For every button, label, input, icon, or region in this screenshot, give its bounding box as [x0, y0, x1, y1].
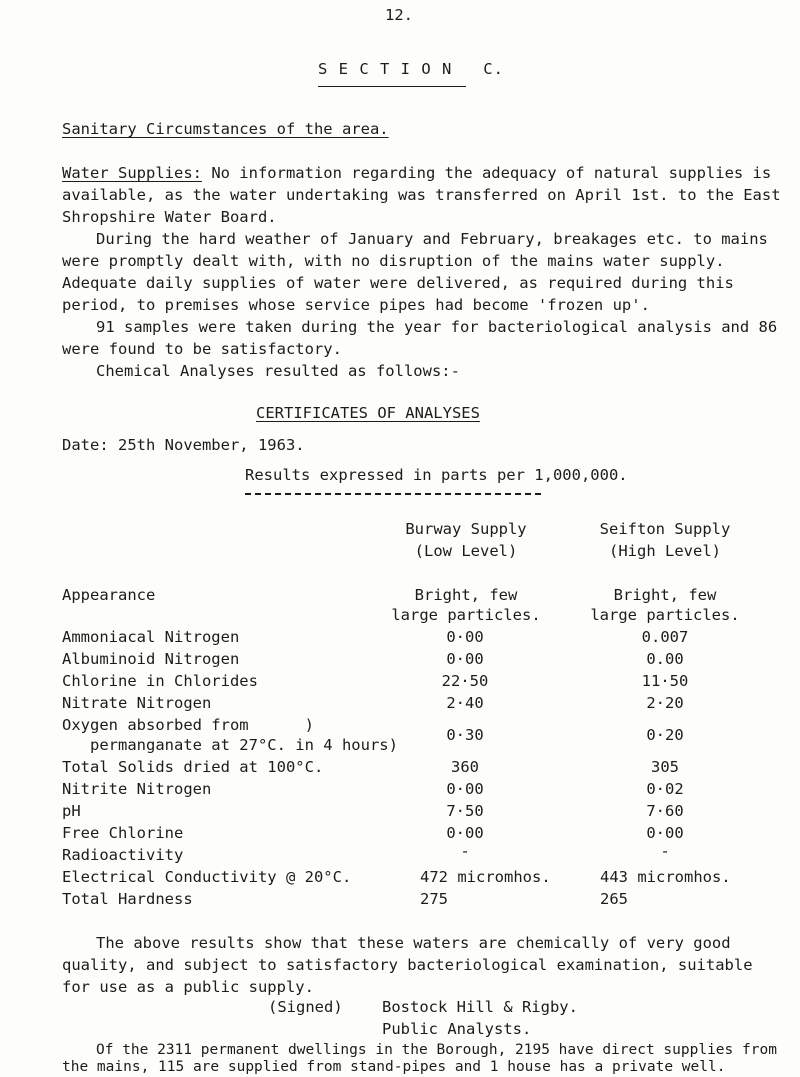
table-row-seifton: 443 micromhos. [600, 868, 731, 886]
table-row-burway: 7·50 [446, 802, 484, 820]
table-row-seifton: - [660, 842, 670, 860]
dashed-divider [245, 493, 541, 495]
table-row-burway: 2·40 [446, 694, 484, 712]
paragraph-samples: 91 samples were taken during the year for bacteriological analysis and 86 were found to be satisfactory. [62, 318, 778, 358]
table-row-burway: 0·00 [446, 628, 484, 646]
table-row-seifton: 0·02 [646, 780, 684, 798]
table-row-seifton: 11·50 [641, 672, 689, 690]
table-row-seifton: 2·20 [646, 694, 684, 712]
seifton-header-line2: (High Level) [609, 542, 721, 560]
certificates-heading: CERTIFICATES OF ANALYSES [256, 404, 480, 422]
table-row-label: Electrical Conductivity @ 20°C. [62, 868, 352, 886]
appearance-burway-line1: Bright, few [414, 586, 518, 604]
subheading: Sanitary Circumstances of the area. [62, 120, 389, 138]
seifton-header-line1: Seifton Supply [599, 520, 731, 538]
table-row-burway: 360 [451, 758, 479, 776]
table-row-burway: 275 [420, 890, 448, 908]
burway-header-line1: Burway Supply [405, 520, 527, 538]
table-row-seifton: 7·60 [646, 802, 684, 820]
water-supplies-label: Water Supplies: [62, 164, 202, 182]
appearance-label: Appearance [62, 586, 156, 604]
table-row-label: pH [62, 802, 81, 820]
table-row-seifton: 0.00 [646, 650, 684, 668]
table-row-burway: 0·00 [446, 650, 484, 668]
table-row-label: Albuminoid Nitrogen [62, 650, 240, 668]
page-number: 12. [385, 6, 413, 24]
signatory-name: Bostock Hill & Rigby. [382, 998, 578, 1016]
final-paragraph: Of the 2311 permanent dwellings in the Borough, 2195 have direct supplies from the mains, 115 are supplied from stand-pipes and 1 house has a private well. [62, 1042, 777, 1075]
table-row-seifton: 0·00 [646, 824, 684, 842]
table-row-label: Total Solids dried at 100°C. [62, 758, 324, 776]
table-row-label: Nitrite Nitrogen [62, 780, 212, 798]
table-row-label: Total Hardness [62, 890, 193, 908]
table-row-label: Ammoniacal Nitrogen [62, 628, 240, 646]
paragraph-chemical: Chemical Analyses resulted as follows:- [96, 362, 460, 380]
oxygen-seifton: 0·20 [646, 726, 684, 744]
table-row-label: Nitrate Nitrogen [62, 694, 212, 712]
section-heading-rule [318, 86, 466, 87]
date-line: Date: 25th November, 1963. [62, 436, 305, 454]
table-row-seifton: 305 [651, 758, 679, 776]
paragraph-weather: During the hard weather of January and February, breakages etc. to mains were promptly dealt with, with no disruption of the mains water supply. Adequate daily supplies of water were delivered, as required during this period, to premises whose service pipes had become 'frozen up'. [62, 230, 768, 314]
table-row-burway: 0·00 [446, 780, 484, 798]
appearance-seifton-line2: large particles. [590, 606, 740, 624]
table-row-burway: 0·00 [446, 824, 484, 842]
water-supplies-text: No information regarding the adequacy of natural supplies is available, as the water undertaking was transferred on April 1st. to the East Shropshire Water Board. [62, 164, 781, 226]
oxygen-burway: 0·30 [446, 726, 484, 744]
table-row-label: Free Chlorine [62, 824, 184, 842]
conclusion-paragraph: The above results show that these waters are chemically of very good quality, and subject to satisfactory bacteriological examination, suitable for use as a public supply. [62, 934, 753, 996]
appearance-seifton-line1: Bright, few [613, 586, 717, 604]
section-heading: S E C T I O N C. [318, 60, 504, 78]
table-row-seifton: 0.007 [641, 628, 689, 646]
water-supplies-paragraph [62, 162, 782, 228]
signed-label: (Signed) [268, 998, 343, 1016]
table-row-seifton: 265 [600, 890, 628, 908]
table-row-label: Chlorine in Chlorides [62, 672, 258, 690]
table-row-burway: 472 micromhos. [420, 868, 551, 886]
oxygen-label-line2: permanganate at 27°C. in 4 hours) [62, 736, 398, 754]
signatory-title: Public Analysts. [382, 1020, 532, 1038]
appearance-burway-line2: large particles. [391, 606, 541, 624]
results-line: Results expressed in parts per 1,000,000. [245, 466, 628, 484]
oxygen-label-line1: Oxygen absorbed from ) [62, 716, 314, 734]
burway-header-line2: (Low Level) [414, 542, 518, 560]
table-row-burway: 22·50 [441, 672, 489, 690]
table-row-burway: - [460, 842, 470, 860]
table-row-label: Radioactivity [62, 846, 184, 864]
